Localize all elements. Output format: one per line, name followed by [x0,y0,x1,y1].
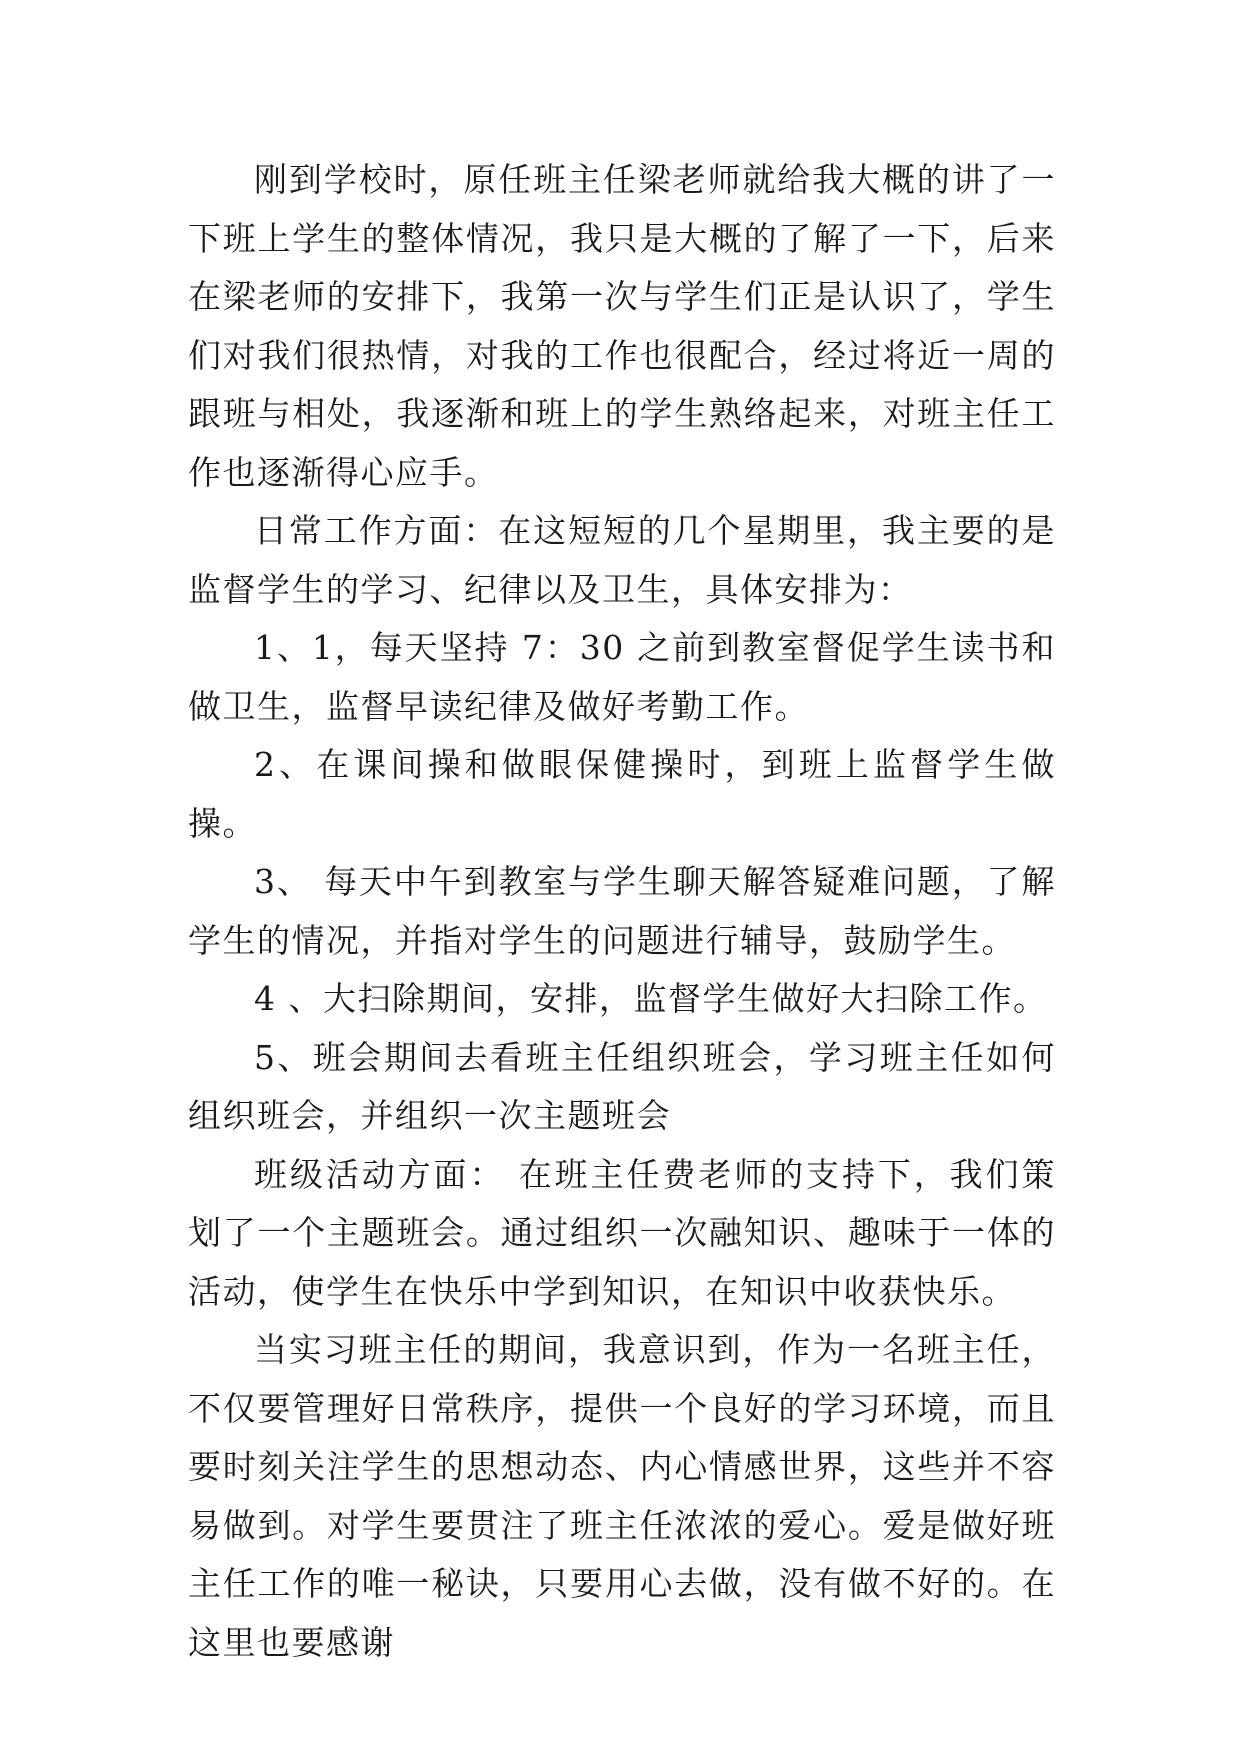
paragraph-item-2: 2、在课间操和做眼保健操时，到班上监督学生做操。 [188,745,1056,843]
paragraph-daily-work: 日常工作方面：在这短短的几个星期里，我主要的是监督学生的学习、纪律以及卫生，具体安排为： [188,511,1056,609]
paragraph-item-3: 3、 每天中午到教室与学生聊天解答疑难问题，了解学生的情况，并指对学生的问题进行辅导，鼓励学生。 [188,862,1056,960]
paragraph-class-intro: 刚到学校时，原任班主任梁老师就给我大概的讲了一下班上学生的整体情况，我只是大概的了解了一下，后来在梁老师的安排下，我第一次与学生们正是认识了，学生们对我们很热情，对我的工作也很配合，经过将近一周的跟班与相处，我逐渐和班上的学生熟络起来，对班主任工作也逐渐得心应手。 [188,160,1056,492]
paragraph-class-activity: 班级活动方面： 在班主任费老师的支持下，我们策划了一个主题班会。通过组织一次融知识、趣味于一体的活动，使学生在快乐中学到知识，在知识中收获快乐。 [188,1154,1056,1311]
document-body [188,151,1056,1672]
paragraph-item-5: 5、班会期间去看班主任组织班会，学习班主任如何组织班会，并组织一次主题班会 [188,1037,1056,1135]
paragraph-item-1: 1、1，每天坚持 7：30 之前到教室督促学生读书和做卫生，监督早读纪律及做好考勤工作。 [188,628,1056,726]
paragraph-item-4: 4 、大扫除期间，安排，监督学生做好大扫除工作。 [254,979,1048,1018]
paragraph-reflection: 当实习班主任的期间，我意识到，作为一名班主任，不仅要管理好日常秩序，提供一个良好的学习环境，而且要时刻关注学生的思想动态、内心情感世界，这些并不容易做到。对学生要贯注了班主任浓浓的爱心。爱是做好班主任工作的唯一秘诀，只要用心去做，没有做不好的。在这里也要感谢 [188,1330,1056,1662]
